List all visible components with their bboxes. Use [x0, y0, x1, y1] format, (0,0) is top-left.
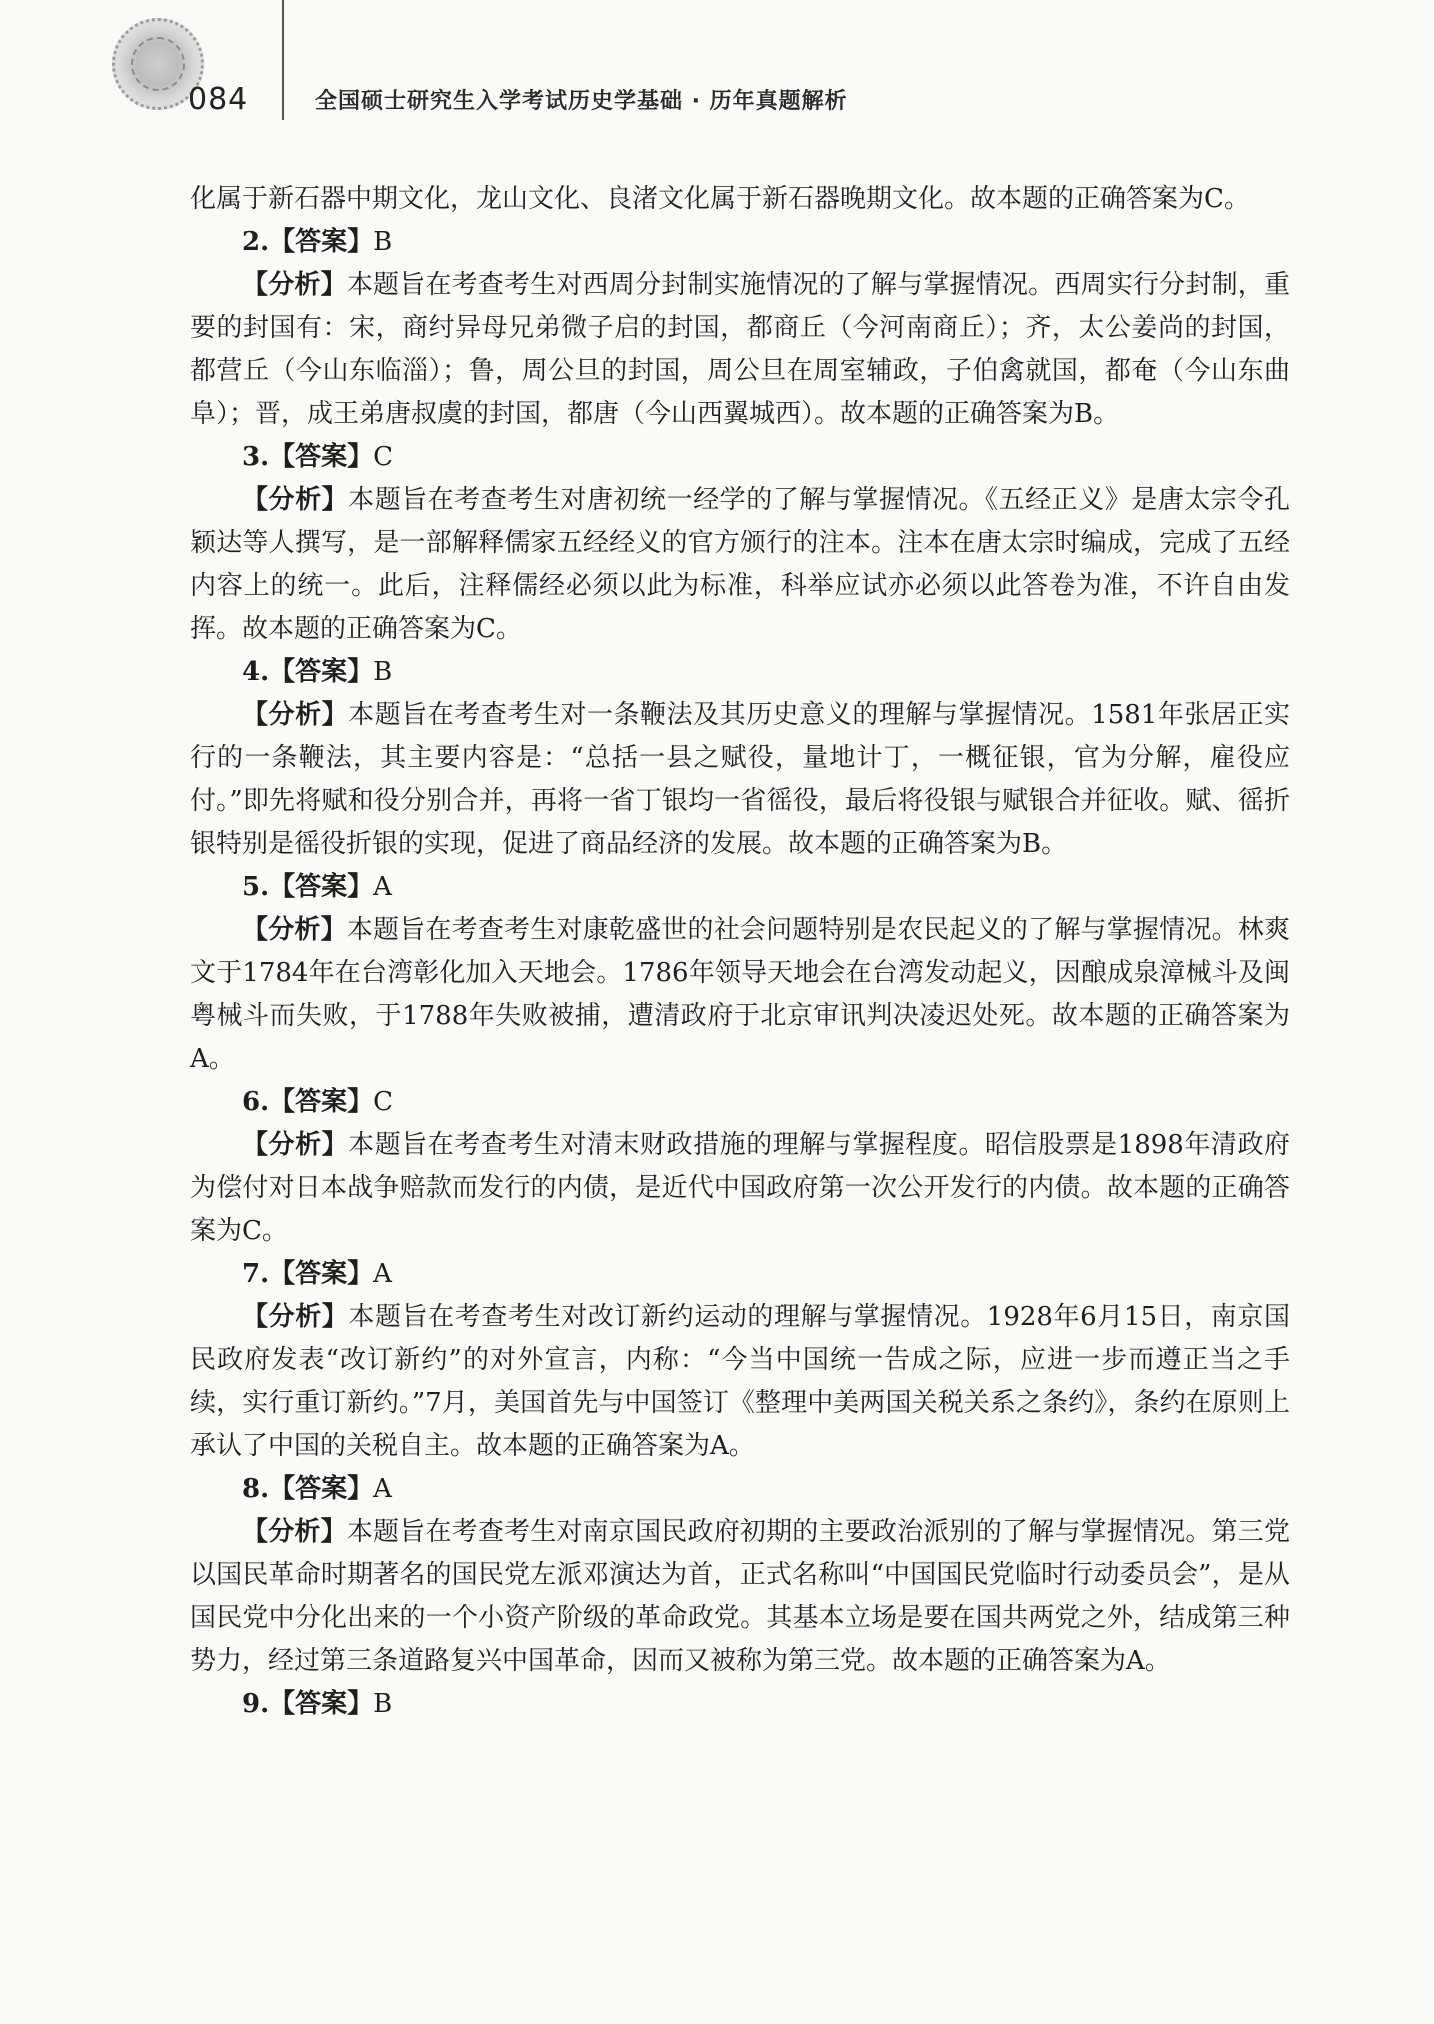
answer-value: C	[373, 442, 394, 472]
answer-item-9	[190, 1683, 1290, 1726]
answer-line: 5.【答案】A	[242, 872, 392, 902]
answer-value: A	[373, 1259, 392, 1289]
analysis-paragraph: 【分析】本题旨在考查考生对南京国民政府初期的主要政治派别的了解与掌握情况。第三党以国民革命时期著名的国民党左派邓演达为首，正式名称叫“中国国民党临时行动委员会”，是从国民党中分化出来的一个小资产阶级的革命政党。其基本立场是要在国共两党之外，结成第三种势力，经过第三条道路复兴中国革命，因而又被称为第三党。故本题的正确答案为A。	[190, 1517, 1290, 1676]
header-divider	[282, 0, 284, 120]
answer-item-3	[190, 436, 1290, 651]
answer-item-6	[190, 1081, 1290, 1253]
answer-value: B	[373, 1689, 393, 1719]
book-title: 全国硕士研究生入学考试历史学基础 · 历年真题解析	[315, 89, 848, 114]
answer-line: 8.【答案】A	[242, 1474, 392, 1504]
answer-item-5	[190, 866, 1290, 1081]
answer-item-7	[190, 1253, 1290, 1468]
analysis-paragraph: 【分析】本题旨在考查考生对西周分封制实施情况的了解与掌握情况。西周实行分封制，重要的封国有：宋，商纣异母兄弟微子启的封国，都商丘（今河南商丘）；齐，太公姜尚的封国，都营丘（今山东临淄）；鲁，周公旦的封国，周公旦在周室辅政，子伯禽就国，都奄（今山东曲阜）；晋，成王弟唐叔虞的封国，都唐（今山西翼城西）。故本题的正确答案为B。	[190, 270, 1290, 429]
answer-line: 9.【答案】B	[242, 1689, 393, 1719]
page-number: 084	[188, 82, 249, 117]
answer-value: B	[373, 227, 393, 257]
answer-value: A	[373, 872, 392, 902]
page-header	[0, 0, 1434, 140]
answer-item-4	[190, 651, 1290, 866]
analysis-paragraph: 【分析】本题旨在考查考生对改订新约运动的理解与掌握情况。1928年6月15日，南京国民政府发表“改订新约”的对外宣言，内称：“今当中国统一告成之际，应进一步而遵正当之手续，实行重订新约。”7月，美国首先与中国签订《整理中美两国关税关系之条约》，条约在原则上承认了中国的关税自主。故本题的正确答案为A。	[190, 1302, 1290, 1461]
intro-paragraph: 化属于新石器中期文化，龙山文化、良渚文化属于新石器晚期文化。故本题的正确答案为C。	[190, 184, 1250, 214]
answer-value: A	[373, 1474, 392, 1504]
answer-item-2	[190, 221, 1290, 436]
analysis-paragraph: 【分析】本题旨在考查考生对唐初统一经学的了解与掌握情况。《五经正义》是唐太宗令孔颖达等人撰写，是一部解释儒家五经经义的官方颁行的注本。注本在唐太宗时编成，完成了五经内容上的统一。此后，注释儒经必须以此为标准，科举应试亦必须以此答卷为准，不许自由发挥。故本题的正确答案为C。	[190, 485, 1290, 644]
answer-value: C	[373, 1087, 394, 1117]
answer-line: 3.【答案】C	[242, 442, 394, 472]
answer-value: B	[373, 657, 393, 687]
answer-item-8	[190, 1468, 1290, 1683]
answer-line: 2.【答案】B	[242, 227, 393, 257]
analysis-paragraph: 【分析】本题旨在考查考生对康乾盛世的社会问题特别是农民起义的了解与掌握情况。林爽文于1784年在台湾彰化加入天地会。1786年领导天地会在台湾发动起义，因酿成泉漳械斗及闽粤械斗而失败，于1788年失败被捕，遭清政府于北京审讯判决凌迟处死。故本题的正确答案为A。	[190, 915, 1290, 1074]
page-body	[190, 178, 1290, 1726]
analysis-paragraph: 【分析】本题旨在考查考生对一条鞭法及其历史意义的理解与掌握情况。1581年张居正实行的一条鞭法，其主要内容是：“总括一县之赋役，量地计丁，一概征银，官为分解，雇役应付。”即先将赋和役分别合并，再将一省丁银均一省徭役，最后将役银与赋银合并征收。赋、徭折银特别是徭役折银的实现，促进了商品经济的发展。故本题的正确答案为B。	[190, 700, 1290, 859]
answer-line: 4.【答案】B	[242, 657, 393, 687]
answer-line: 7.【答案】A	[242, 1259, 392, 1289]
answer-line: 6.【答案】C	[242, 1087, 394, 1117]
analysis-paragraph: 【分析】本题旨在考查考生对清末财政措施的理解与掌握程度。昭信股票是1898年清政府为偿付对日本战争赔款而发行的内债，是近代中国政府第一次公开发行的内债。故本题的正确答案为C。	[190, 1130, 1290, 1246]
